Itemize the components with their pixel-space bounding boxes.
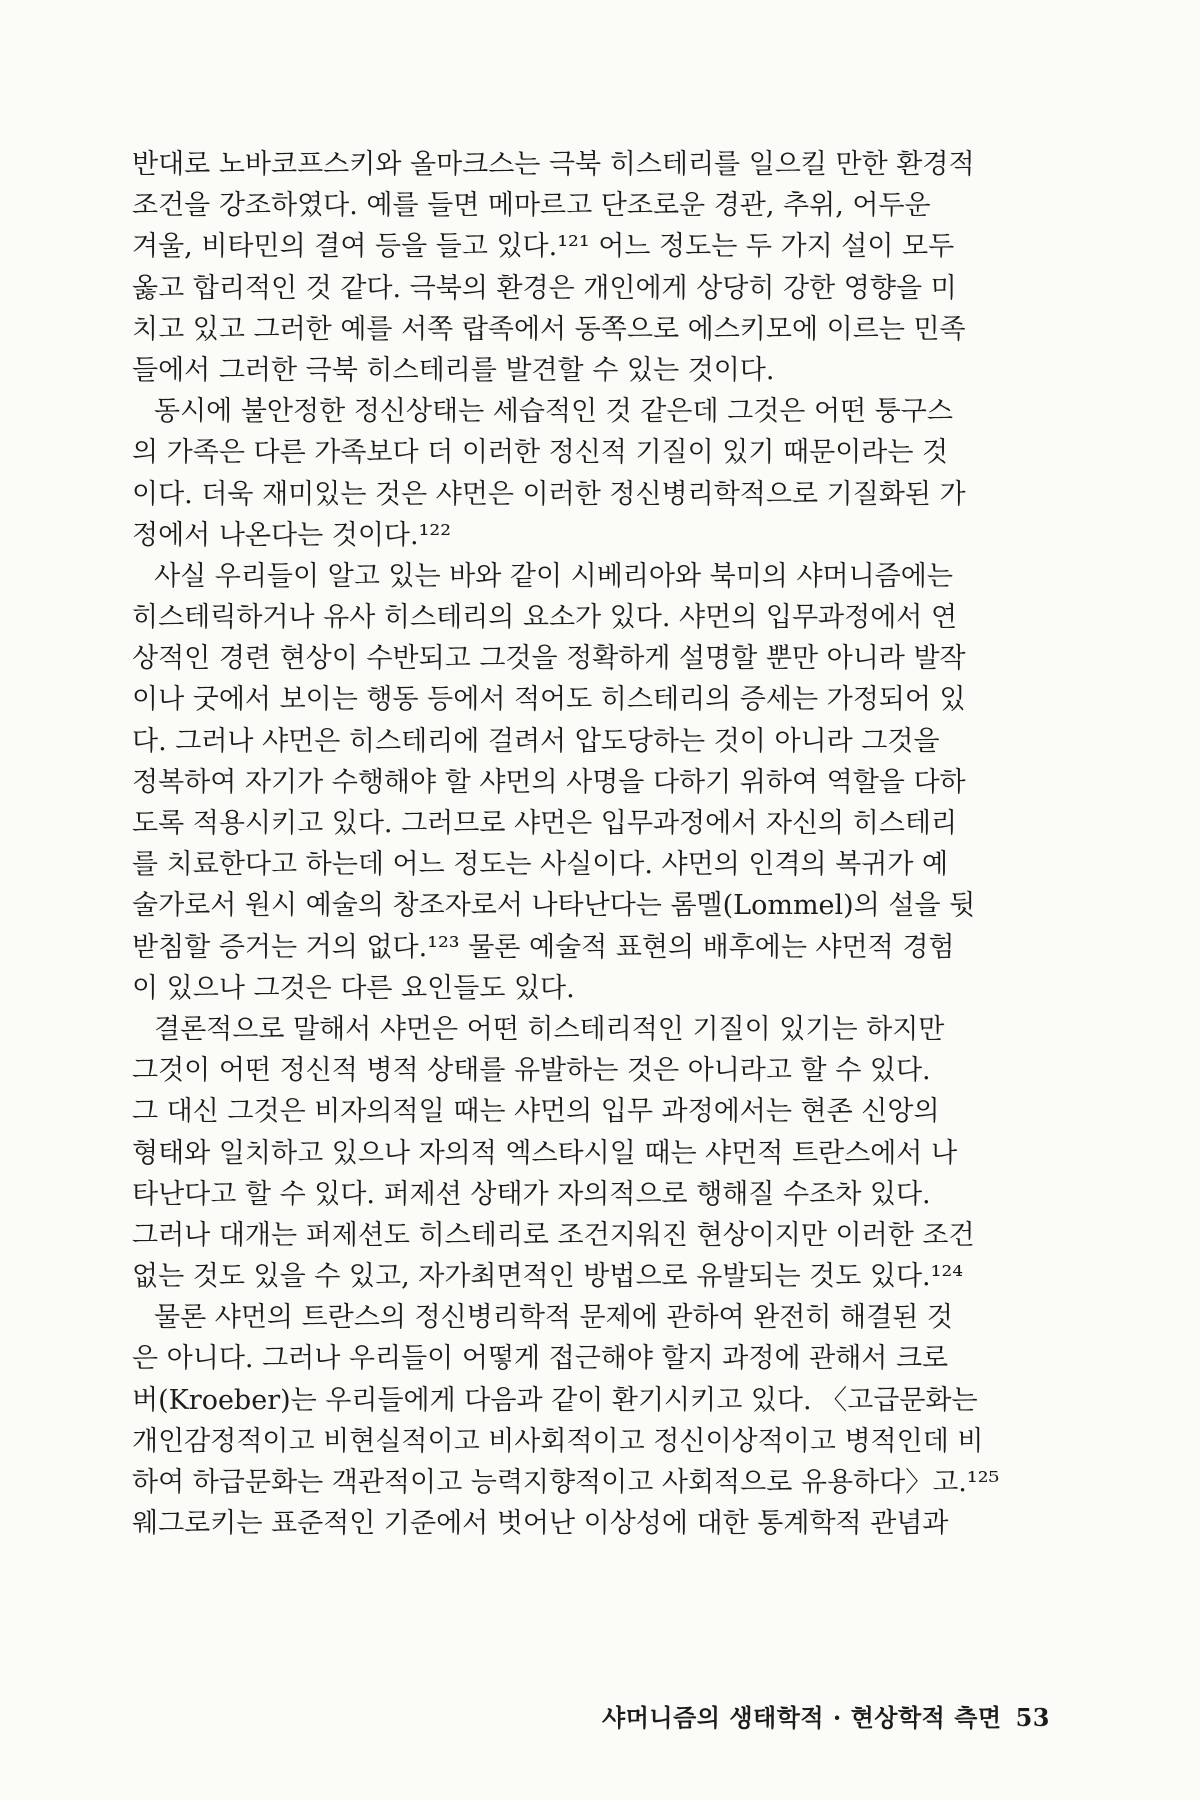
- text-line: 치고 있고 그러한 예를 서쪽 랍족에서 동쪽으로 에스키모에 이르는 민족: [132, 313, 966, 345]
- text-line: 받침할 증거는 거의 없다.¹²³ 물론 예술적 표현의 배후에는 샤먼적 경험: [132, 931, 955, 963]
- text-line: 히스테릭하거나 유사 히스테리의 요소가 있다. 샤먼의 입무과정에서 연: [132, 602, 958, 634]
- body-text: [132, 144, 1062, 1544]
- text-line: 술가로서 원시 예술의 창조자로서 나타난다는 롬멜(Lommel)의 설을 뒷: [132, 890, 976, 922]
- text-line: 반대로 노바코프스키와 올마크스는 극북 히스테리를 일으킬 만한 환경적: [132, 149, 975, 180]
- paragraph-start-line: 물론 샤먼의 트란스의 정신병리학적 문제에 관하여 완전히 해결된 것: [154, 1302, 953, 1334]
- text-line: 를 치료한다고 하는데 어느 정도는 사실이다. 샤먼의 인격의 복귀가 예: [132, 849, 949, 881]
- text-line: 이다. 더욱 재미있는 것은 샤먼은 이러한 정신병리학적으로 기질화된 가: [132, 478, 966, 510]
- text-line: 겨울, 비타민의 결여 등을 들고 있다.¹²¹ 어느 정도는 두 가지 설이 모두: [132, 231, 955, 263]
- text-line: 조건을 강조하였다. 예를 들면 메마르고 단조로운 경관, 추위, 어두운: [132, 190, 931, 222]
- text-line: 이나 굿에서 보이는 행동 등에서 적어도 히스테리의 증세는 가정되어 있: [132, 684, 966, 716]
- text-line: 그 대신 그것은 비자의적일 때는 샤먼의 입무 과정에서는 현존 신앙의: [132, 1096, 940, 1128]
- page-number: 53: [1015, 1703, 1050, 1732]
- text-line: 그것이 어떤 정신적 병적 상태를 유발하는 것은 아니라고 할 수 있다.: [132, 1055, 931, 1087]
- text-line: 없는 것도 있을 수 있고, 자가최면적인 방법으로 유발되는 것도 있다.¹²⁴: [132, 1261, 964, 1293]
- text-line: 버(Kroeber)는 우리들에게 다음과 같이 환기시키고 있다. 〈고급문화는: [132, 1384, 978, 1416]
- paragraph-start-line: 결론적으로 말해서 샤먼은 어떤 히스테리적인 기질이 있기는 하지만: [154, 1013, 945, 1045]
- page-footer: [602, 1698, 1050, 1733]
- paragraph-start-line: 동시에 불안정한 정신상태는 세습적인 것 같은데 그것은 어떤 퉁구스: [154, 396, 953, 428]
- text-line: 정에서 나온다는 것이다.¹²²: [132, 519, 452, 551]
- text-line: 타난다고 할 수 있다. 퍼제션 상태가 자의적으로 행해질 수조차 있다.: [132, 1178, 931, 1210]
- text-line: 은 아니다. 그러나 우리들이 어떻게 접근해야 할지 과정에 관해서 크로: [132, 1343, 949, 1375]
- text-line: 개인감정적이고 비현실적이고 비사회적이고 정신이상적이고 병적인데 비: [132, 1425, 984, 1457]
- text-line: 이 있으나 그것은 다른 요인들도 있다.: [132, 972, 575, 1004]
- text-line: 형태와 일치하고 있으나 자의적 엑스타시일 때는 샤먼적 트란스에서 나: [132, 1137, 958, 1169]
- text-line: 들에서 그러한 극북 히스테리를 발견할 수 있는 것이다.: [132, 354, 775, 386]
- text-line: 그러나 대개는 퍼제션도 히스테리로 조건지워진 현상이지만 이러한 조건: [132, 1219, 975, 1251]
- text-line: 도록 적용시키고 있다. 그러므로 샤먼은 입무과정에서 자신의 히스테리: [132, 808, 958, 839]
- text-line: 하여 하급문화는 객관적이고 능력지향적이고 사회적으로 유용하다〉고.¹²⁵: [132, 1467, 1000, 1498]
- text-line: 정복하여 자기가 수행해야 할 샤먼의 사명을 다하기 위하여 역할을 다하: [132, 766, 966, 798]
- running-title: 샤머니즘의 생태학적 · 현상학적 측면: [602, 1703, 1002, 1732]
- text-line: 웨그로키는 표준적인 기준에서 벗어난 이상성에 대한 통계학적 관념과: [132, 1508, 949, 1540]
- paragraph-start-line: 사실 우리들이 알고 있는 바와 같이 시베리아와 북미의 샤머니즘에는: [154, 560, 953, 592]
- text-line: 다. 그러나 샤먼은 히스테리에 걸려서 압도당하는 것이 아니라 그것을: [132, 725, 940, 757]
- text-line: 옳고 합리적인 것 같다. 극북의 환경은 개인에게 상당히 강한 영향을 미: [132, 272, 957, 304]
- text-line: 상적인 경련 현상이 수반되고 그것을 정확하게 설명할 뿐만 아니라 발작: [132, 643, 966, 675]
- text-line: 의 가족은 다른 가족보다 더 이러한 정신적 기질이 있기 때문이라는 것: [132, 437, 949, 469]
